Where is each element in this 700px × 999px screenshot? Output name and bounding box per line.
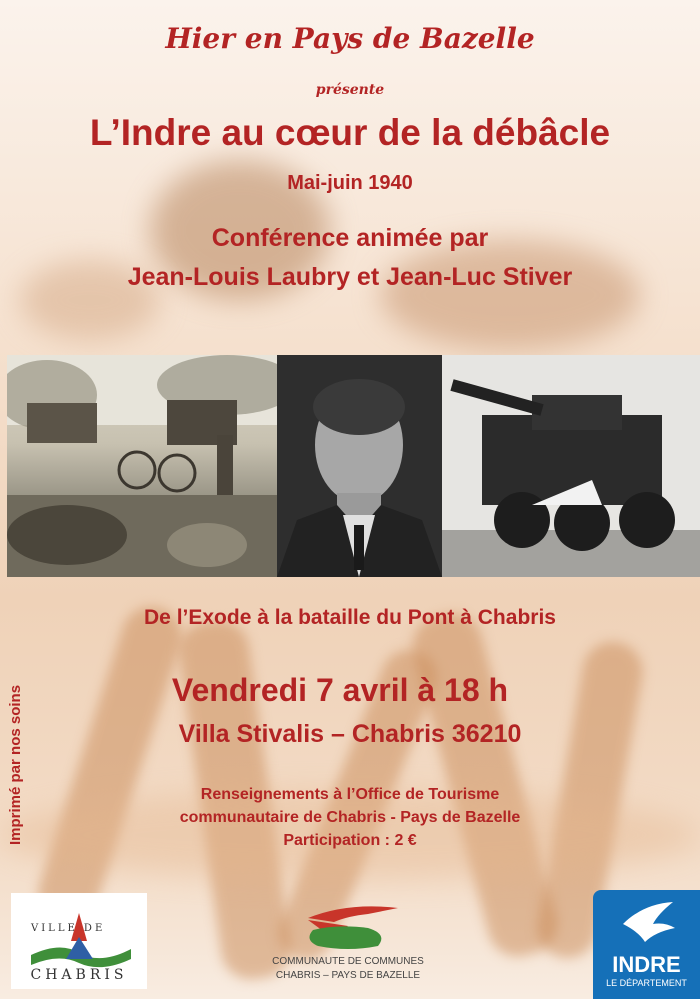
participation-fee: Participation : 2 €: [283, 832, 417, 849]
conference-intro: Conférence animée par: [211, 224, 489, 252]
exodus-photo: [7, 355, 277, 577]
speakers: Jean-Louis Laubry et Jean-Luc Stiver: [127, 263, 573, 291]
chabris-logo-name: CHABRIS: [30, 967, 128, 983]
background-shape: [380, 240, 640, 350]
chabris-logo-top: VILLE DE: [31, 923, 106, 934]
dates: Mai-juin 1940: [287, 172, 413, 194]
communaute-logo: [268, 896, 428, 992]
communaute-line-1: COMMUNAUTE DE COMMUNES: [272, 956, 424, 967]
indre-logo: [593, 890, 700, 999]
photo-strip: [7, 355, 700, 577]
background-shape: [30, 599, 189, 931]
chabris-logo: [11, 893, 147, 989]
armored-car-photo: [442, 355, 700, 577]
presents-label: présente: [315, 82, 385, 98]
poster-title: L’Indre au cœur de la débâcle: [89, 112, 611, 153]
indre-logo-name: INDRE: [612, 952, 681, 977]
info-line-1: Renseignements à l’Office de Tourisme: [200, 786, 500, 803]
organizer-name: Hier en Pays de Bazelle: [165, 22, 535, 55]
printed-by-note: Imprimé par nos soins: [7, 684, 24, 845]
indre-logo-sub: LE DÉPARTEMENT: [606, 978, 687, 988]
info-line-2: communautaire de Chabris - Pays de Bazelle: [179, 809, 521, 826]
event-venue: Villa Stivalis – Chabris 36210: [178, 720, 522, 748]
communaute-line-2: CHABRIS – PAYS DE BAZELLE: [275, 970, 421, 981]
portrait-photo: [277, 355, 442, 577]
conference-subtitle: De l’Exode à la bataille du Pont à Chabris: [144, 606, 556, 629]
event-date: Vendredi 7 avril à 18 h: [171, 672, 509, 708]
